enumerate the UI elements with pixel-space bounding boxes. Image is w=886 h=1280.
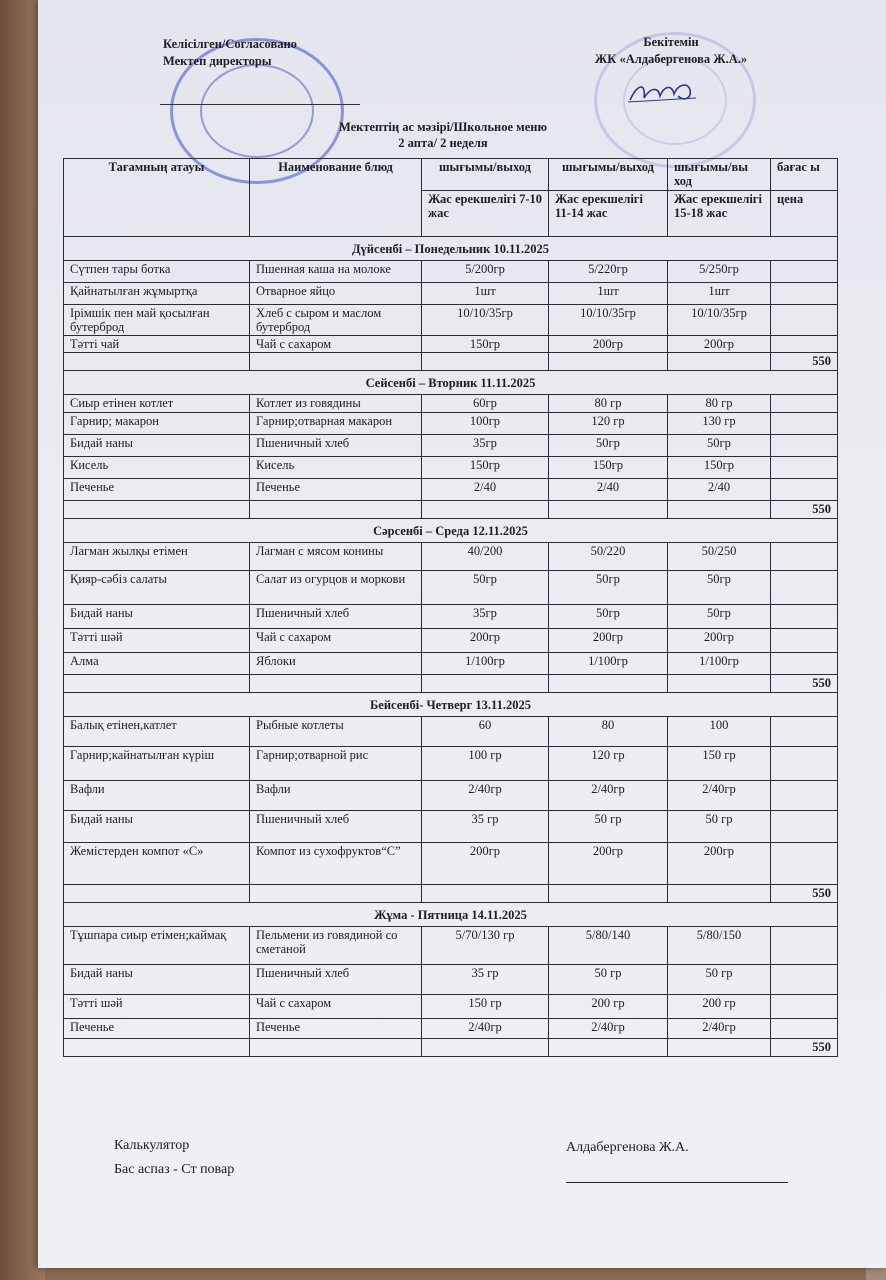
dish-row [64, 571, 838, 605]
col-header-output-3: шығымы/вы ход [668, 159, 771, 191]
portion-7-10: 100 гр [422, 747, 549, 781]
approval-left [163, 36, 297, 70]
empty-cell [64, 501, 250, 519]
dish-row [64, 457, 838, 479]
menu-table [63, 158, 838, 1057]
dish-row [64, 479, 838, 501]
dish-name-kz: Вафли [64, 781, 250, 811]
dish-row [64, 336, 838, 353]
price-cell [771, 435, 838, 457]
col-header-output-1: шығымы/выход [422, 159, 549, 191]
empty-cell [549, 353, 668, 371]
dish-row [64, 283, 838, 305]
dish-name-ru: Салат из огурцов и моркови [250, 571, 422, 605]
price-cell [771, 543, 838, 571]
dish-name-ru: Лагман с мясом конины [250, 543, 422, 571]
empty-cell [250, 1039, 422, 1057]
price-cell [771, 995, 838, 1019]
dish-name-kz: Бидай наны [64, 965, 250, 995]
price-cell [771, 457, 838, 479]
day-row [64, 693, 838, 717]
empty-cell [422, 353, 549, 371]
dish-name-ru: Пшеничный хлеб [250, 605, 422, 629]
portion-11-14: 10/10/35гр [549, 305, 668, 336]
empty-cell [668, 501, 771, 519]
price-cell [771, 811, 838, 843]
portion-15-18: 2/40гр [668, 1019, 771, 1039]
price-cell [771, 629, 838, 653]
portion-15-18: 5/80/150 [668, 927, 771, 965]
portion-11-14: 200гр [549, 843, 668, 885]
empty-cell [250, 353, 422, 371]
dish-row [64, 395, 838, 413]
portion-7-10: 2/40гр [422, 1019, 549, 1039]
price-cell [771, 653, 838, 675]
col-header-price: бағас ы [771, 159, 838, 191]
portion-7-10: 200гр [422, 843, 549, 885]
price-cell [771, 261, 838, 283]
dish-name-ru: Пельмени из говядиной со сметаной [250, 927, 422, 965]
dish-row [64, 843, 838, 885]
dish-name-ru: Пшенная каша на молоке [250, 261, 422, 283]
portion-11-14: 50гр [549, 571, 668, 605]
total-row [64, 885, 838, 903]
portion-11-14: 2/40гр [549, 781, 668, 811]
age-group-3: Жас ерекшелігі 15-18 жас [668, 191, 771, 237]
dish-row [64, 605, 838, 629]
price-cell [771, 413, 838, 435]
portion-15-18: 50 гр [668, 811, 771, 843]
dish-name-kz: Гарнир; макарон [64, 413, 250, 435]
dish-name-ru: Чай с сахаром [250, 336, 422, 353]
approval-left-line2: Мектеп директоры [163, 54, 272, 68]
total-row [64, 353, 838, 371]
portion-7-10: 35 гр [422, 811, 549, 843]
day-title: Бейсенбі- Четверг 13.11.2025 [64, 693, 838, 717]
portion-11-14: 120 гр [549, 413, 668, 435]
portion-11-14: 1/100гр [549, 653, 668, 675]
dish-name-kz: Кисель [64, 457, 250, 479]
dish-name-kz: Қияр-сәбіз салаты [64, 571, 250, 605]
portion-11-14: 80 гр [549, 395, 668, 413]
dish-name-kz: Тәтті чай [64, 336, 250, 353]
approval-right-line2: ЖК «Алдабергенова Ж.А.» [594, 52, 748, 66]
portion-15-18: 200гр [668, 843, 771, 885]
empty-cell [549, 885, 668, 903]
left-signature-line [160, 104, 360, 105]
menu-title: Мектептің ас мәзірі/Школьное меню [338, 120, 547, 134]
dish-row [64, 435, 838, 457]
price-cell [771, 781, 838, 811]
price-cell [771, 336, 838, 353]
footer-signature-line [566, 1182, 788, 1183]
day-total-price: 550 [771, 885, 838, 903]
day-title: Дүйсенбі – Понедельник 10.11.2025 [64, 237, 838, 261]
approval-left-line1: Келісілген/Согласовано [163, 37, 297, 51]
empty-cell [668, 353, 771, 371]
empty-cell [250, 675, 422, 693]
dish-name-kz: Лагман жылқы етімен [64, 543, 250, 571]
day-title: Сәрсенбі – Среда 12.11.2025 [64, 519, 838, 543]
portion-15-18: 2/40гр [668, 781, 771, 811]
dish-name-kz: Бидай наны [64, 605, 250, 629]
portion-11-14: 50 гр [549, 965, 668, 995]
empty-cell [64, 675, 250, 693]
dish-name-kz: Бидай наны [64, 435, 250, 457]
director-signature [628, 78, 698, 108]
dish-name-ru: Кисель [250, 457, 422, 479]
portion-7-10: 10/10/35гр [422, 305, 549, 336]
portion-7-10: 150гр [422, 336, 549, 353]
price-cell [771, 747, 838, 781]
approval-right [576, 34, 766, 68]
empty-cell [422, 1039, 549, 1057]
empty-cell [549, 501, 668, 519]
day-total-price: 550 [771, 675, 838, 693]
price-cell [771, 843, 838, 885]
price-label: цена [771, 191, 838, 237]
portion-7-10: 50гр [422, 571, 549, 605]
dish-row [64, 543, 838, 571]
day-total-price: 550 [771, 501, 838, 519]
col-header-kz: Тағамның атауы [64, 159, 250, 237]
dish-name-kz: Печенье [64, 479, 250, 501]
age-group-2: Жас ерекшелігі 11-14 жас [549, 191, 668, 237]
price-cell [771, 1019, 838, 1039]
dish-row [64, 995, 838, 1019]
price-cell [771, 305, 838, 336]
portion-7-10: 5/200гр [422, 261, 549, 283]
dish-name-kz: Қайнатылған жұмыртқа [64, 283, 250, 305]
empty-cell [549, 675, 668, 693]
dish-name-kz: Алма [64, 653, 250, 675]
portion-7-10: 100гр [422, 413, 549, 435]
portion-15-18: 200гр [668, 629, 771, 653]
empty-cell [668, 675, 771, 693]
portion-11-14: 200гр [549, 629, 668, 653]
menu-subtitle: 2 апта/ 2 неделя [398, 136, 488, 150]
dish-row [64, 927, 838, 965]
portion-7-10: 2/40гр [422, 781, 549, 811]
empty-cell [64, 353, 250, 371]
dish-name-ru: Вафли [250, 781, 422, 811]
portion-7-10: 150гр [422, 457, 549, 479]
age-group-1: Жас ерекшелігі 7-10 жас [422, 191, 549, 237]
portion-11-14: 150гр [549, 457, 668, 479]
portion-11-14: 50гр [549, 435, 668, 457]
portion-11-14: 50гр [549, 605, 668, 629]
dish-name-ru: Рыбные котлеты [250, 717, 422, 747]
dish-name-ru: Гарнир;отварная макарон [250, 413, 422, 435]
dish-name-ru: Пшеничный хлеб [250, 811, 422, 843]
dish-name-kz: Тәтті шәй [64, 995, 250, 1019]
empty-cell [250, 885, 422, 903]
chef-label: Бас аспаз - Ст повар [114, 1162, 235, 1177]
approval-right-line1: Бекітемін [643, 35, 699, 49]
portion-15-18: 200гр [668, 336, 771, 353]
day-row [64, 237, 838, 261]
dish-name-kz: Гарнир;кайнатылған күріш [64, 747, 250, 781]
dish-name-kz: Ірімшік пен май қосылған бутерброд [64, 305, 250, 336]
col-header-output-2: шығымы/выход [549, 159, 668, 191]
portion-11-14: 50 гр [549, 811, 668, 843]
empty-cell [668, 1039, 771, 1057]
portion-15-18: 50/250 [668, 543, 771, 571]
col-header-ru: Наименование блюд [250, 159, 422, 237]
portion-7-10: 35гр [422, 605, 549, 629]
price-cell [771, 479, 838, 501]
dish-row [64, 1019, 838, 1039]
dish-name-ru: Чай с сахаром [250, 995, 422, 1019]
portion-15-18: 50гр [668, 605, 771, 629]
portion-7-10: 1шт [422, 283, 549, 305]
dish-name-kz: Жемістерден компот «С» [64, 843, 250, 885]
dish-name-kz: Балық етінен,катлет [64, 717, 250, 747]
day-total-price: 550 [771, 1039, 838, 1057]
dish-row [64, 305, 838, 336]
empty-cell [422, 885, 549, 903]
dish-row [64, 781, 838, 811]
day-row [64, 519, 838, 543]
dish-name-kz: Тұшпара сиыр етімен;каймақ [64, 927, 250, 965]
portion-7-10: 2/40 [422, 479, 549, 501]
portion-15-18: 5/250гр [668, 261, 771, 283]
signer-name: Алдабергенова Ж.А. [566, 1140, 689, 1155]
portion-15-18: 1/100гр [668, 653, 771, 675]
dish-name-ru: Хлеб с сыром и маслом бутерброд [250, 305, 422, 336]
dish-name-kz: Сүтпен тары ботка [64, 261, 250, 283]
dish-row [64, 747, 838, 781]
price-cell [771, 571, 838, 605]
portion-15-18: 150гр [668, 457, 771, 479]
dish-name-kz: Сиыр етінен котлет [64, 395, 250, 413]
dish-name-ru: Яблоки [250, 653, 422, 675]
dish-row [64, 653, 838, 675]
price-cell [771, 717, 838, 747]
portion-11-14: 120 гр [549, 747, 668, 781]
price-cell [771, 965, 838, 995]
portion-7-10: 1/100гр [422, 653, 549, 675]
dish-row [64, 811, 838, 843]
portion-11-14: 200гр [549, 336, 668, 353]
portion-11-14: 5/80/140 [549, 927, 668, 965]
portion-7-10: 150 гр [422, 995, 549, 1019]
dish-name-ru: Печенье [250, 1019, 422, 1039]
portion-11-14: 50/220 [549, 543, 668, 571]
portion-15-18: 130 гр [668, 413, 771, 435]
portion-15-18: 1шт [668, 283, 771, 305]
portion-15-18: 2/40 [668, 479, 771, 501]
price-cell [771, 927, 838, 965]
portion-15-18: 50гр [668, 571, 771, 605]
dish-name-ru: Гарнир;отварной рис [250, 747, 422, 781]
dish-name-kz: Бидай наны [64, 811, 250, 843]
dish-row [64, 717, 838, 747]
price-cell [771, 605, 838, 629]
header-row [64, 159, 838, 191]
day-row [64, 903, 838, 927]
day-total-price: 550 [771, 353, 838, 371]
price-cell [771, 283, 838, 305]
dish-name-ru: Пшеничный хлеб [250, 435, 422, 457]
dish-row [64, 261, 838, 283]
price-cell [771, 395, 838, 413]
day-title: Сейсенбі – Вторник 11.11.2025 [64, 371, 838, 395]
empty-cell [549, 1039, 668, 1057]
portion-15-18: 50гр [668, 435, 771, 457]
portion-7-10: 35 гр [422, 965, 549, 995]
portion-7-10: 60 [422, 717, 549, 747]
total-row [64, 501, 838, 519]
dish-name-ru: Отварное яйцо [250, 283, 422, 305]
total-row [64, 1039, 838, 1057]
dish-row [64, 413, 838, 435]
dish-name-kz: Тәтті шәй [64, 629, 250, 653]
empty-cell [422, 675, 549, 693]
dish-row [64, 965, 838, 995]
empty-cell [64, 1039, 250, 1057]
portion-7-10: 35гр [422, 435, 549, 457]
portion-15-18: 80 гр [668, 395, 771, 413]
dish-row [64, 629, 838, 653]
dish-name-ru: Печенье [250, 479, 422, 501]
empty-cell [250, 501, 422, 519]
portion-11-14: 2/40гр [549, 1019, 668, 1039]
dish-name-ru: Компот из сухофруктов“С” [250, 843, 422, 885]
portion-11-14: 200 гр [549, 995, 668, 1019]
portion-7-10: 60гр [422, 395, 549, 413]
portion-7-10: 200гр [422, 629, 549, 653]
portion-7-10: 5/70/130 гр [422, 927, 549, 965]
portion-11-14: 5/220гр [549, 261, 668, 283]
day-title: Жұма - Пятница 14.11.2025 [64, 903, 838, 927]
portion-15-18: 10/10/35гр [668, 305, 771, 336]
empty-cell [64, 885, 250, 903]
empty-cell [422, 501, 549, 519]
dish-name-ru: Котлет из говядины [250, 395, 422, 413]
portion-15-18: 150 гр [668, 747, 771, 781]
calculator-label: Калькулятор [114, 1138, 190, 1153]
dish-name-ru: Чай с сахаром [250, 629, 422, 653]
portion-15-18: 100 [668, 717, 771, 747]
dish-name-kz: Печенье [64, 1019, 250, 1039]
portion-15-18: 50 гр [668, 965, 771, 995]
portion-15-18: 200 гр [668, 995, 771, 1019]
day-row [64, 371, 838, 395]
empty-cell [668, 885, 771, 903]
portion-11-14: 2/40 [549, 479, 668, 501]
portion-7-10: 40/200 [422, 543, 549, 571]
total-row [64, 675, 838, 693]
portion-11-14: 80 [549, 717, 668, 747]
portion-11-14: 1шт [549, 283, 668, 305]
dish-name-ru: Пшеничный хлеб [250, 965, 422, 995]
